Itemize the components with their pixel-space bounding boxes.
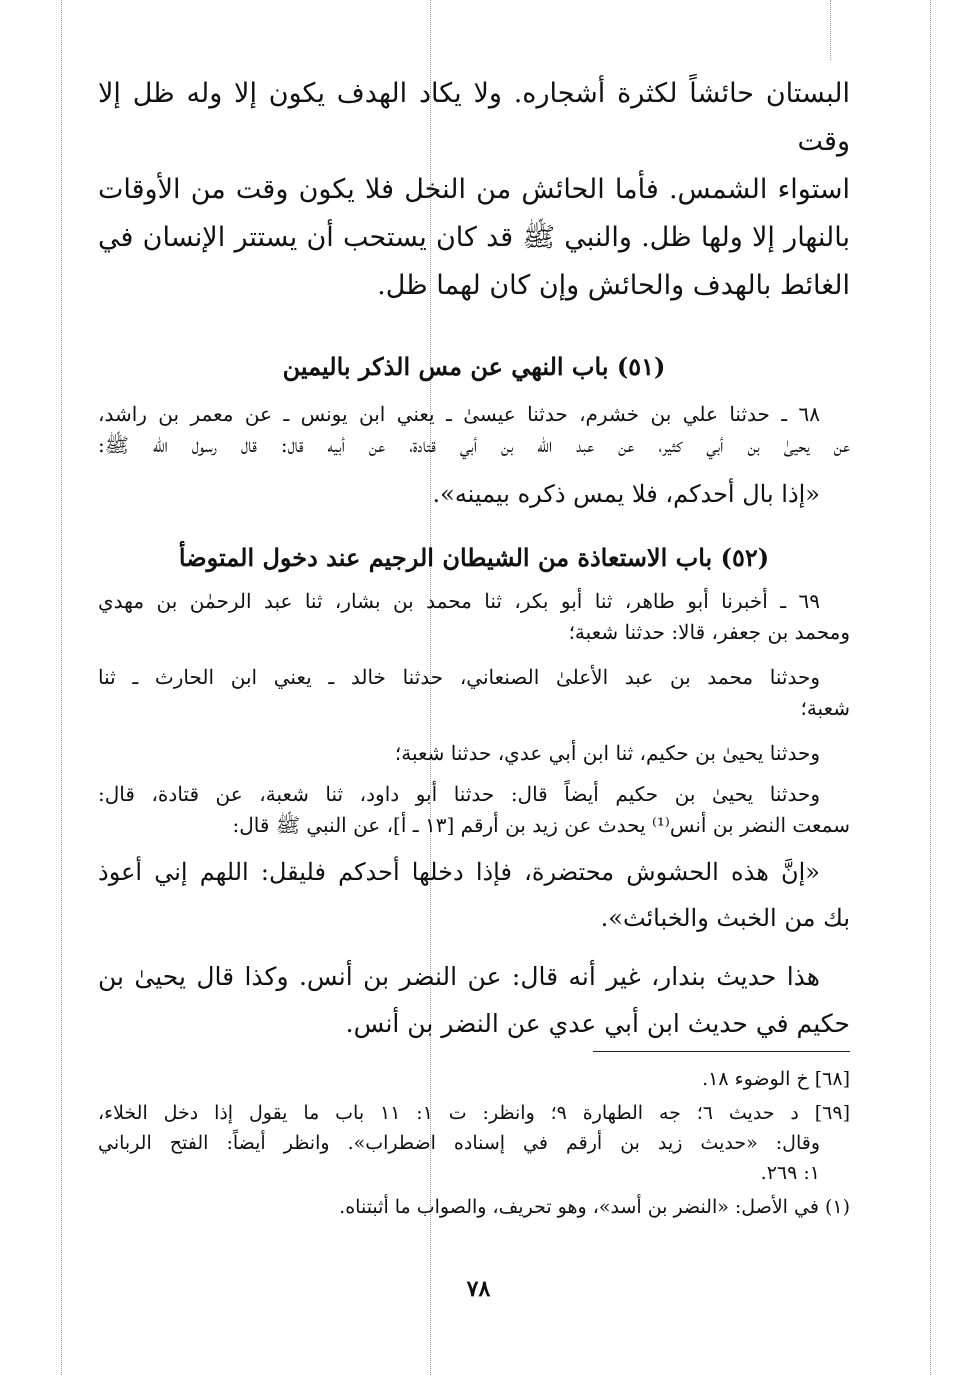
text-line: شعبة؛ xyxy=(800,696,850,720)
text-line: [٦٩] د حديث ٦؛ جه الطهارة ٩؛ وانظر: ت ١: ١١ باب ما يقول إذا دخل الخلاء، xyxy=(98,1102,850,1124)
text-line: بك من الخبث والخبائث». xyxy=(600,904,850,932)
text-line: [٦٨] خ الوضوء ١٨. xyxy=(702,1068,850,1090)
footnote-1 xyxy=(98,1192,850,1222)
footnote-69 xyxy=(98,1098,850,1188)
isnad-chain-2-cont xyxy=(98,693,850,724)
text-line: ٦٩ ـ أخبرنا أبو طاهر، ثنا أبو بكر، ثنا محمد بن بشار، ثنا عبد الرحمٰن بن مهدي xyxy=(98,589,820,613)
text-line: سمعت النضر بن أنس⁽¹⁾ يحدث عن زيد بن أرقم [١٣ ـ أ]، عن النبي ﷺ قال: xyxy=(232,813,850,837)
hadith-69-quote xyxy=(98,849,850,895)
page-number: ٧٨ xyxy=(466,1276,491,1302)
isnad-chain-2 xyxy=(98,662,850,693)
text-line: حكيم في حديث ابن أبي عدي عن النضر بن أنس. xyxy=(345,1009,850,1038)
isnad-chain-4 xyxy=(98,779,850,810)
text-line: البستان حائشاً لكثرة أشجاره. ولا يكاد الهدف يكون إلا وله ظل إلا وقت xyxy=(98,78,850,157)
intro-paragraph xyxy=(98,70,850,310)
text-line: ٦٨ ـ حدثنا علي بن خشرم، حدثنا عيسىٰ ـ يعني ابن يونس ـ عن معمر بن راشد، xyxy=(98,402,820,426)
hadith-69-cont xyxy=(98,617,850,648)
chapter-heading-51: (٥١) باب النهي عن مس الذكر باليمين xyxy=(282,352,666,381)
text-line: وحدثنا محمد بن عبد الأعلىٰ الصنعاني، حدثنا خالد ـ يعني ابن الحارث ـ ثنا xyxy=(98,665,820,689)
text-line: وحدثنا يحيىٰ بن حكيم، ثنا ابن أبي عدي، حدثنا شعبة؛ xyxy=(394,741,820,765)
text-line: ١: ٢٦٩. xyxy=(760,1162,820,1184)
text-line: هذا حديث بندار، غير أنه قال: عن النضر بن أنس. وكذا قال يحيىٰ بن xyxy=(98,962,820,991)
page-body xyxy=(98,70,850,1072)
text-line: وحدثنا يحيىٰ بن حكيم أيضاً قال: حدثنا أبو داود، ثنا شعبة، عن قتادة، قال: xyxy=(98,782,820,806)
isnad-chain-3 xyxy=(98,738,850,769)
hadith-68-quote xyxy=(98,471,850,517)
hadith-69-comment-cont xyxy=(98,1000,850,1047)
scan-line-left xyxy=(61,0,62,1375)
footnotes xyxy=(98,1064,850,1226)
chapter-heading-52: (٥٢) باب الاستعاذة من الشيطان الرجيم عند دخول المتوضأ xyxy=(178,543,770,572)
footnote-separator xyxy=(593,1051,850,1052)
text-line: (١) في الأصل: «النضر بن أسد»، وهو تحريف، والصواب ما أثبتناه. xyxy=(339,1196,850,1218)
hadith-69 xyxy=(98,586,850,617)
text-line: الغائط بالهدف والحائش وإن كان لهما ظل. xyxy=(377,270,850,301)
hadith-69-quote-cont xyxy=(98,895,850,941)
text-line: ومحمد بن جعفر، قالا: حدثنا شعبة؛ xyxy=(568,620,850,644)
footnote-68 xyxy=(98,1064,850,1094)
hadith-69-comment xyxy=(98,953,850,1000)
text-line: عن يحيىٰ بن أبي كثير، عن عبد الله بن أبي قتادة، عن أبيه قال: قال رسول الله ﷺ: xyxy=(98,433,850,457)
text-line: بالنهار إلا ولها ظل. والنبي ﷺ قد كان يستحب أن يستتر الإنسان في xyxy=(98,222,850,253)
isnad-chain-4-cont xyxy=(98,810,850,841)
text-line: «إنَّ هذه الحشوش محتضرة، فإذا دخلها أحدكم فليقل: اللهم إني أعوذ xyxy=(98,858,820,886)
text-line: وقال: «حديث زيد بن أرقم في إسناده اضطراب». وانظر أيضاً: الفتح الرباني xyxy=(98,1132,820,1154)
hadith-68 xyxy=(98,399,850,430)
scan-line-top xyxy=(830,0,831,60)
text-line: استواء الشمس. فأما الحائش من النخل فلا يكون وقت من الأوقات xyxy=(98,174,850,205)
scan-line-right xyxy=(930,0,931,1375)
text-line: «إذا بال أحدكم، فلا يمس ذكره بيمينه». xyxy=(432,480,820,508)
hadith-68-cont xyxy=(98,430,850,461)
